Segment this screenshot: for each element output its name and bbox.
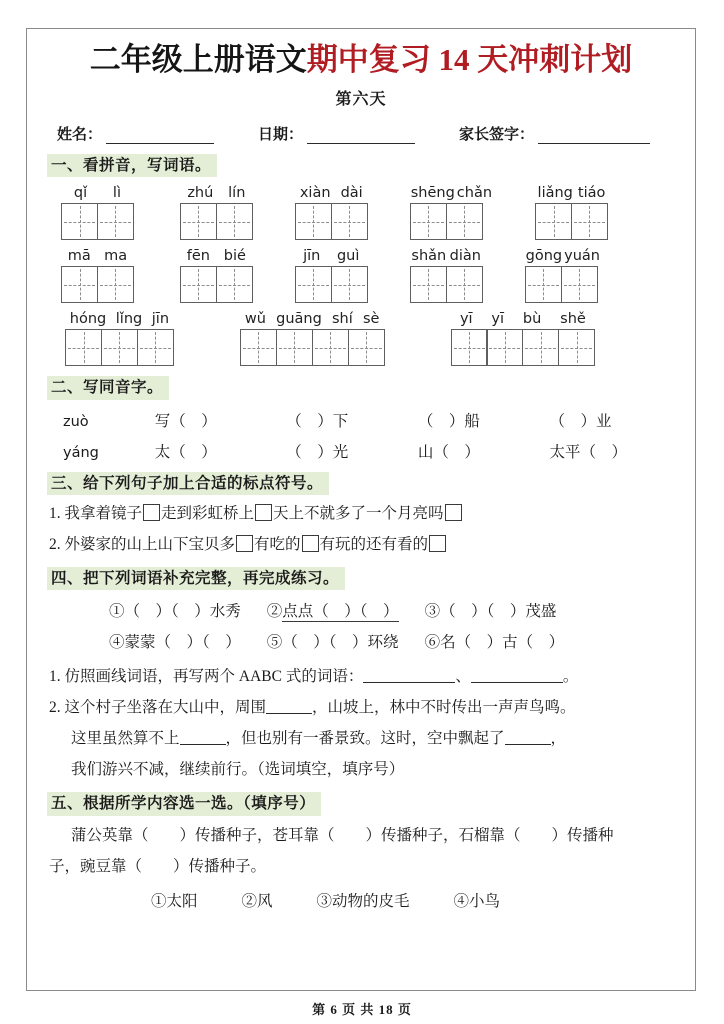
parent-signature-blank[interactable] bbox=[538, 129, 650, 144]
section-5-options bbox=[41, 889, 681, 911]
idiom-number: ⑥ bbox=[424, 634, 441, 652]
pinyin-syllable: mā bbox=[67, 248, 91, 265]
tianzige-cell[interactable] bbox=[525, 266, 562, 303]
pinyin-row-2 bbox=[41, 248, 681, 303]
tianzige-cell[interactable] bbox=[97, 203, 134, 240]
pinyin-text bbox=[451, 311, 596, 327]
question-number: 1. bbox=[49, 504, 61, 522]
tianzige-grid[interactable] bbox=[410, 266, 483, 303]
tianzige-cell[interactable] bbox=[61, 266, 98, 303]
pinyin-item bbox=[180, 248, 253, 303]
pinyin-syllable: shǎn bbox=[411, 248, 447, 265]
idiom-row-2 bbox=[41, 630, 681, 652]
tianzige-cell[interactable] bbox=[97, 266, 134, 303]
pinyin-syllable: shēng bbox=[410, 185, 455, 202]
page-subtitle: 第六天 bbox=[335, 90, 387, 108]
pinyin-item bbox=[65, 311, 174, 366]
worksheet-page bbox=[26, 28, 696, 991]
question-text: 有玩的还有看的 bbox=[319, 535, 429, 553]
tianzige-cell[interactable] bbox=[348, 329, 385, 366]
idiom-text: 点点（ ）（ ） bbox=[282, 603, 399, 621]
idiom-text: （ ）（ ）茂盛 bbox=[440, 603, 557, 621]
tianzige-grid[interactable] bbox=[61, 266, 134, 303]
tianzige-cell[interactable] bbox=[137, 329, 174, 366]
homophone-item[interactable]: 太（ ） bbox=[154, 443, 217, 461]
option-item[interactable]: ③动物的皮毛 bbox=[316, 892, 410, 910]
pinyin-row-1 bbox=[41, 185, 681, 240]
task-text: 这个村子坐落在大山中，周围 bbox=[64, 699, 267, 717]
task-text: ，但也别有一番景致。这时，空中飘起了 bbox=[225, 730, 505, 748]
section-2-heading: 二、写同音字。 bbox=[47, 376, 169, 399]
idiom-item[interactable] bbox=[109, 630, 241, 652]
pinyin-text bbox=[410, 185, 493, 201]
idiom-number: ③ bbox=[424, 603, 441, 621]
task-text: 这里虽然算不上 bbox=[71, 730, 180, 748]
tianzige-grid[interactable] bbox=[451, 329, 596, 366]
answer-blank[interactable] bbox=[363, 668, 455, 683]
tianzige-cell[interactable] bbox=[446, 266, 483, 303]
pinyin-item bbox=[525, 248, 601, 303]
homophone-item[interactable]: （ ）业 bbox=[549, 412, 612, 430]
tianzige-cell[interactable] bbox=[561, 266, 598, 303]
pinyin-item bbox=[535, 185, 608, 240]
tianzige-cell[interactable] bbox=[276, 329, 313, 366]
pinyin-item bbox=[180, 185, 253, 240]
pinyin-text bbox=[295, 185, 368, 201]
answer-blank[interactable] bbox=[266, 699, 312, 714]
tianzige-cell[interactable] bbox=[410, 203, 447, 240]
section-4-task-1 bbox=[41, 665, 681, 689]
section-5-heading: 五、根据所学内容选一选。（填序号） bbox=[47, 792, 321, 815]
pinyin-syllable: lín bbox=[228, 185, 246, 202]
task-number: 2. bbox=[49, 699, 61, 717]
page-title-red: 期中复习 14 天冲刺计划 bbox=[306, 42, 633, 77]
parent-signature-field[interactable] bbox=[459, 123, 650, 144]
homophone-pinyin: yáng bbox=[63, 444, 99, 461]
idiom-number: ① bbox=[109, 603, 125, 621]
pinyin-syllable: chǎn bbox=[456, 185, 493, 202]
page-footer: 第 6 页 共 18 页 bbox=[312, 1002, 412, 1017]
answer-blank[interactable] bbox=[505, 730, 551, 745]
pinyin-text bbox=[61, 248, 134, 264]
pinyin-item bbox=[451, 311, 596, 366]
pinyin-syllable: ma bbox=[104, 248, 128, 265]
tianzige-grid[interactable] bbox=[295, 203, 368, 240]
tianzige-cell[interactable] bbox=[312, 329, 349, 366]
question-text: 天上不就多了一个月亮吗 bbox=[273, 504, 444, 522]
pinyin-syllable: xiàn bbox=[299, 185, 331, 202]
idiom-number: ④ bbox=[109, 634, 125, 652]
date-label: 日期： bbox=[258, 126, 304, 143]
pinyin-syllable: yī bbox=[491, 311, 505, 328]
question-number: 2. bbox=[49, 535, 61, 553]
section-4-heading-wrap bbox=[41, 567, 681, 590]
pinyin-syllable: lǐng bbox=[115, 311, 143, 328]
idiom-text: （ ）（ ）水秀 bbox=[124, 603, 241, 621]
punctuation-question-1 bbox=[41, 502, 681, 526]
punctuation-question-2 bbox=[41, 533, 681, 557]
tianzige-grid[interactable] bbox=[65, 329, 174, 366]
pinyin-row-3 bbox=[41, 311, 681, 366]
tianzige-cell[interactable] bbox=[331, 203, 368, 240]
date-input-blank[interactable] bbox=[307, 129, 415, 144]
homophone-item[interactable]: 山（ ） bbox=[417, 443, 480, 461]
tianzige-cell[interactable] bbox=[446, 203, 483, 240]
tianzige-grid[interactable] bbox=[180, 203, 253, 240]
section-2-heading-wrap bbox=[41, 376, 681, 399]
name-input-blank[interactable] bbox=[106, 129, 214, 144]
name-field[interactable] bbox=[57, 123, 214, 144]
tianzige-cell[interactable] bbox=[295, 266, 332, 303]
pinyin-syllable: guì bbox=[336, 248, 360, 265]
pinyin-item bbox=[240, 311, 385, 366]
tianzige-cell[interactable] bbox=[216, 266, 253, 303]
tianzige-cell[interactable] bbox=[451, 329, 488, 366]
question-text: 走到彩虹桥上 bbox=[161, 504, 255, 522]
tianzige-grid[interactable] bbox=[525, 266, 601, 303]
pinyin-syllable: wǔ bbox=[244, 311, 266, 328]
idiom-number: ⑤ bbox=[266, 634, 283, 652]
pinyin-syllable: fēn bbox=[186, 248, 210, 265]
homophone-item[interactable]: （ ）下 bbox=[286, 412, 349, 430]
tianzige-grid[interactable] bbox=[61, 203, 134, 240]
tianzige-cell[interactable] bbox=[410, 266, 447, 303]
tianzige-cell[interactable] bbox=[101, 329, 138, 366]
pinyin-text bbox=[180, 248, 253, 264]
page-title-black: 二年级上册语文 bbox=[89, 42, 307, 77]
pinyin-syllable: jīn bbox=[151, 311, 170, 328]
question-text: 外婆家的山上山下宝贝多 bbox=[64, 535, 236, 553]
pinyin-syllable: zhú bbox=[187, 185, 214, 202]
section-5-body-line-2[interactable]: 子，豌豆靠（ ）传播种子。 bbox=[49, 857, 267, 875]
tianzige-cell[interactable] bbox=[65, 329, 102, 366]
section-5-heading-wrap bbox=[41, 792, 681, 815]
page-title bbox=[41, 41, 681, 80]
pinyin-item bbox=[295, 248, 368, 303]
pinyin-text bbox=[240, 311, 385, 327]
idiom-item[interactable] bbox=[109, 599, 241, 621]
idiom-text: （ ）（ ）环绕 bbox=[282, 634, 399, 652]
tianzige-grid[interactable] bbox=[240, 329, 385, 366]
pinyin-syllable: bù bbox=[522, 311, 542, 328]
pinyin-syllable: sè bbox=[362, 311, 380, 328]
question-text: 我拿着镜子 bbox=[64, 504, 143, 522]
pinyin-text bbox=[410, 248, 483, 264]
pinyin-item bbox=[410, 185, 493, 240]
pinyin-item bbox=[295, 185, 368, 240]
tianzige-grid[interactable] bbox=[410, 203, 493, 240]
punctuation-box[interactable] bbox=[143, 504, 160, 521]
section-4-heading: 四、把下列词语补充完整，再完成练习。 bbox=[47, 567, 345, 590]
tianzige-cell[interactable] bbox=[331, 266, 368, 303]
pinyin-text bbox=[61, 185, 134, 201]
pinyin-item bbox=[61, 185, 134, 240]
section-4-task-2-line-2 bbox=[41, 727, 681, 751]
pinyin-text bbox=[65, 311, 174, 327]
punctuation-box[interactable] bbox=[429, 535, 446, 552]
pinyin-syllable: shě bbox=[560, 311, 586, 328]
idiom-text: 蒙蒙（ ）（ ） bbox=[124, 634, 241, 652]
pinyin-text bbox=[180, 185, 253, 201]
homophone-item[interactable]: （ ）船 bbox=[417, 412, 480, 430]
tianzige-grid[interactable] bbox=[535, 203, 608, 240]
idiom-item[interactable] bbox=[267, 630, 399, 652]
pinyin-syllable: tiáo bbox=[577, 185, 606, 202]
idiom-row-1 bbox=[41, 599, 681, 621]
tianzige-grid[interactable] bbox=[180, 266, 253, 303]
pinyin-syllable: gōng bbox=[525, 248, 563, 265]
pinyin-item bbox=[61, 248, 134, 303]
task-number: 1. bbox=[49, 668, 61, 686]
task-text: 仿照画线词语，再写两个 AABC 式的词语： bbox=[64, 668, 364, 686]
homophone-row-zuo bbox=[41, 409, 681, 431]
punctuation-box[interactable] bbox=[445, 504, 462, 521]
pinyin-syllable: diàn bbox=[449, 248, 481, 265]
pinyin-syllable: shí bbox=[331, 311, 353, 328]
question-text: 有吃的 bbox=[254, 535, 301, 553]
parent-signature-label: 家长签字： bbox=[459, 126, 535, 143]
idiom-text: 名（ ）古（ ） bbox=[440, 634, 565, 652]
idiom-item[interactable] bbox=[267, 599, 399, 621]
pinyin-syllable: guāng bbox=[276, 311, 322, 328]
pinyin-syllable: yī bbox=[459, 311, 473, 328]
option-item[interactable]: ①太阳 bbox=[151, 892, 198, 910]
task-text: ， bbox=[550, 730, 567, 748]
punctuation-box[interactable] bbox=[236, 535, 253, 552]
pinyin-syllable: bié bbox=[223, 248, 246, 265]
homophone-pinyin: zuò bbox=[63, 413, 89, 430]
tianzige-cell[interactable] bbox=[61, 203, 98, 240]
pinyin-syllable: hóng bbox=[69, 311, 107, 328]
tianzige-cell[interactable] bbox=[522, 329, 559, 366]
pinyin-syllable: yuán bbox=[564, 248, 600, 265]
homophone-item[interactable]: 太平（ ） bbox=[549, 443, 627, 461]
section-1-heading-wrap bbox=[41, 154, 681, 177]
pinyin-syllable: qǐ bbox=[73, 185, 88, 202]
pinyin-item bbox=[410, 248, 483, 303]
tianzige-cell[interactable] bbox=[295, 203, 332, 240]
idiom-number: ② bbox=[266, 603, 283, 621]
tianzige-cell[interactable] bbox=[486, 329, 523, 366]
name-label: 姓名： bbox=[57, 126, 103, 143]
section-1-heading: 一、看拼音，写词语。 bbox=[47, 154, 217, 177]
section-3-heading-wrap bbox=[41, 472, 681, 495]
option-item[interactable]: ④小鸟 bbox=[453, 892, 501, 910]
punctuation-box[interactable] bbox=[255, 504, 272, 521]
punctuation-box[interactable] bbox=[302, 535, 319, 552]
task-text: ，山坡上，林中不时传出一声声鸟鸣。 bbox=[312, 699, 576, 717]
section-4-task-2-line-3: 我们游兴不减，继续前行。（选词填空，填序号） bbox=[71, 761, 405, 779]
tianzige-cell[interactable] bbox=[240, 329, 277, 366]
pinyin-syllable: lì bbox=[112, 185, 121, 202]
tianzige-cell[interactable] bbox=[180, 203, 217, 240]
pinyin-text bbox=[295, 248, 368, 264]
pinyin-text bbox=[525, 248, 601, 264]
task-period: 。 bbox=[562, 668, 579, 686]
student-info-row bbox=[41, 123, 681, 144]
tianzige-cell[interactable] bbox=[571, 203, 608, 240]
tianzige-cell[interactable] bbox=[216, 203, 253, 240]
tianzige-grid[interactable] bbox=[295, 266, 368, 303]
section-4-task-2-line-1 bbox=[41, 696, 681, 720]
homophone-item[interactable]: 写（ ） bbox=[154, 412, 217, 430]
answer-blank[interactable] bbox=[471, 668, 563, 683]
option-item[interactable]: ②风 bbox=[241, 892, 273, 910]
idiom-item[interactable] bbox=[425, 630, 565, 652]
tianzige-cell[interactable] bbox=[558, 329, 595, 366]
answer-blank[interactable] bbox=[180, 730, 226, 745]
idiom-item[interactable] bbox=[425, 599, 557, 621]
date-field[interactable] bbox=[258, 123, 415, 144]
pinyin-text bbox=[535, 185, 608, 201]
section-3-heading: 三、给下列句子加上合适的标点符号。 bbox=[47, 472, 329, 495]
section-5-body-line-1[interactable]: 蒲公英靠（ ）传播种子，苍耳靠（ ）传播种子，石榴靠（ ）传播种 bbox=[71, 826, 614, 844]
homophone-row-yang bbox=[41, 440, 681, 462]
pinyin-syllable: jīn bbox=[303, 248, 321, 265]
tianzige-cell[interactable] bbox=[535, 203, 572, 240]
homophone-item[interactable]: （ ）光 bbox=[286, 443, 349, 461]
pinyin-syllable: liǎng bbox=[537, 185, 573, 202]
task-separator: 、 bbox=[455, 668, 471, 686]
pinyin-syllable: dài bbox=[340, 185, 363, 202]
tianzige-cell[interactable] bbox=[180, 266, 217, 303]
